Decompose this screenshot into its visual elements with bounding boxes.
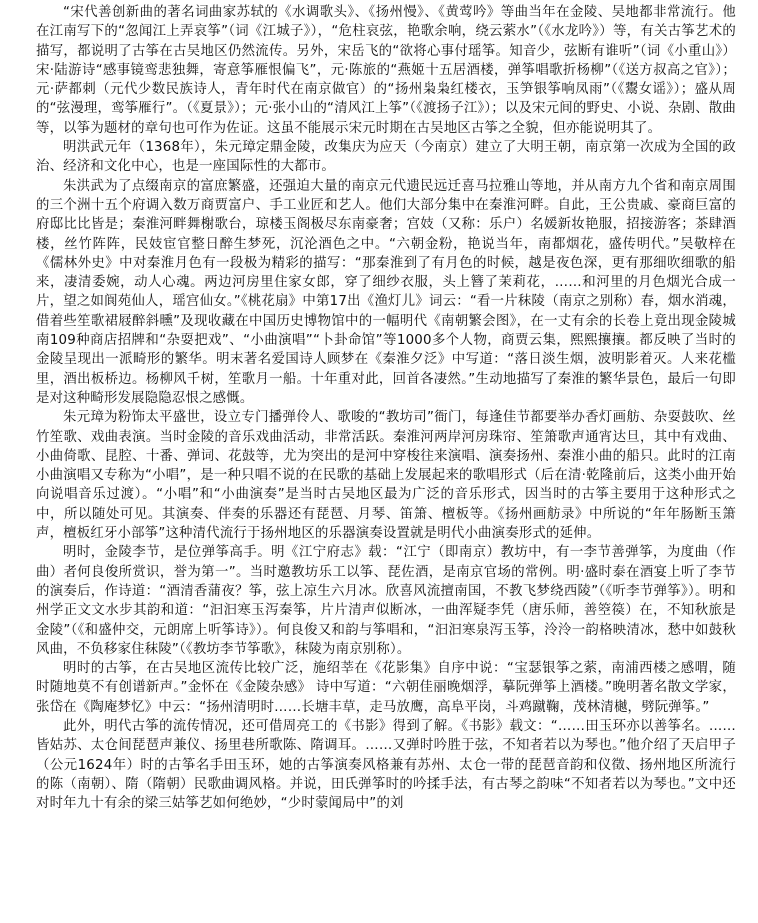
- paragraph-tian-yuhuan: 此外，明代古筝的流传情况，还可借周亮工的《书影》得到了解。《书影》载文：“……田玉环亦以善筝名。……皆姑苏、太仓间琵琶声兼仪、扬里巷所歌陈、隋调耳。……又弹时吟胜于弦，不知者若以为琴也。”他介绍了天启甲子（公元1624年）时的古筝名手田玉环，她的古筝演奏风格兼有苏州、太仓一带的琵琶音韵和仪徵、扬州地区所流行的陈（南朝）、隋（隋朝）民歌曲调风格。并说，田氏弹筝时的吟揉手法，有古琴之韵味“不知者若以为琴也。”文中还对时年九十有余的梁三姑筝艺如何绝妙，“少时蒙闻局中”的刘: [36, 718, 736, 812]
- paragraph-jiaofangsi-xiaoqu: 朱元璋为粉饰太平盛世，设立专门播弹伶人、歌唆的“教坊司”衙门，每逢佳节都要举办香灯画舫、杂耍鼓吹、丝竹笙歌、戏曲表演。当时金陵的音乐戏曲活动，非常活跃。秦淮河两岸河房珠帘、笙箫歌声通宵达旦，其中有戏曲、小曲倚歌、昆腔、十番、弹词、花鼓等，尤为突出的是河中穿梭往来演唱、演奏扬州、秦淮小曲的船只。此时的江南小曲演唱又专称为“小唱”，是一种只唱不说的在民歌的基础上发展起来的歌唱形式（后在清·乾隆前后，这类小曲开始向说唱音乐过渡）。“小唱”和“小曲演奏”是当时古吴地区最为广泛的音乐形式，因当时的古筝主要用于这种形式之中，所以随处可见。其演奏、伴奏的乐器还有琵琶、月琴、笛箫、檀板等。《扬州画舫录》中所说的“年年肠断玉箫声，檀板红牙小部筝”这种清代流行于扬州地区的乐器演奏设置就是明代小曲演奏形式的延伸。: [36, 410, 736, 542]
- paragraph-ming-guzheng-spread: 明时的古筝，在古吴地区流传比较广泛，施绍莘在《花影集》自序中说：“宝瑟银筝之萦，南浦西楼之感喟，随时随地莫不有创谱新声。”金怀在《金陵杂感》 诗中写道：“六朝佳丽晚烟浮，摹阮弹筝上酒楼。”晚明著名散文学家，张岱在《陶庵梦忆》中云：“扬州清明时……长塘丰草，走马放鹰，高阜平岗，斗鸡蹴鞠，茂林清樾，劈阮弹筝。”: [36, 661, 736, 715]
- paragraph-song-yuan-zheng: “宋代善创新曲的著名词曲家苏轼的《水调歌头》、《扬州慢》、《黄莺吟》等曲当年在金陵、吴地都非常流行。他在江南写下的“忽闻江上弄哀筝”（词《江城子》），“危柱哀弦，艳歌余响，绕云萦水”（《水龙吟》）等，有关古筝艺术的描写，都说明了古筝在古吴地区仍然流传。另外，宋岳飞的“欲将心事付瑶筝。知音少，弦断有谁听”（词《小重山》）宋·陆游诗“感事镜鸾悲独舞，寄意筝雁恨偏飞”，元·陈旅的“燕姬十五居酒楼，弹筝唱歌折杨柳”（《送方叔高之官》）；元·萨都刺（元代少数民族诗人，青年时代在南京做官）的“扬州枭枭红楼衣，玉笋银筝响凤雨”（《鬻女谣》）；盛从周的“弦漫理，鸾筝雁行”。（《夏景》）；元·张小山的“清风江上筝”（《渡扬子江》）；以及宋元间的野史、小说、杂剧、散曲等，以筝为题材的章句也可作为佐证。这虽不能展示宋元时期在古吴地区古筝之全貌，但亦能说明其了。: [36, 5, 736, 136]
- paragraph-qinhuai-prosperity: 朱洪武为了点缀南京的富庶繁盛，还强迫大量的南京元代遗民远迁喜马拉雅山等地，并从南方九个省和南京周围的三个洲十五个府调入数万商贾富户、手工业匠和艺人。他们大部分集中在秦淮河畔。自此，王公贵戚、豪商巨富的府邸比比皆是；秦淮河畔舞榭歌台，琼楼玉阁极尽东南豪奢；宫妓（又称：乐户）名媛新妆艳服，招接游客；茶肆酒楼，丝竹阵阵，民妓宦官整日醉生梦死，沉沦酒色之中。“六朝金粉，艳说当年，南都烟花，盛传明代。”吴敬梓在《儒林外史》中对秦淮月色有一段极为精彩的描写：“那秦淮到了有月色的时候，越是夜色深，更有那细吹细歌的船来，凄清委婉，动人心魂。两边河房里住家女郎，穿了细纱衣服，头上簪了茉莉花，……和河里的月色烟光合成一片，望之如阆苑仙人，瑶宫仙女。”《桃花扇》中第17出《渔灯儿》词云：“看一片秣陵（南京之别称）春，烟水消魂，借着些笙歌裙屐醉斜曛”及现收藏在中国历史博物馆中的一幅明代《南朝繁会图》，在一丈有余的长卷上竟出现金陵城南109种商店招牌和“杂耍把戏”、“小曲演唱”“卜卦命馆”等1000多个人物，商贾云集，熙熙攘攘。都反映了当时的金陵呈现出一派畸形的繁华。明末著名爱国诗人顾梦在《秦淮夕泛》中写道：“落日淡生烟，波明影着灭。人来花槛里，酒出板桥边。杨柳风千树，笙歌月一船。十年重对此，回首各凄然。”生动地描写了秦淮的繁华景色，最后一句即是对这种畸形发展隐隐忍恨之感慨。: [36, 178, 736, 406]
- paragraph-li-jie: 明时，金陵李节，是位弹筝高手。明《江宁府志》载：“江宁（即南京）教坊中，有一李节善弹筝，为度曲（作曲）者何良俊所赏识，誉为第一”。当时邀教坊乐工以筝、琵佐酒，是南京官场的常例。明·盛时泰在酒宴上听了李节的演奏后，作诗道：“酒清香蒲夜？筝，弦上凉生六月冰。欣喜风流擅南国，不教飞梦绕西陵”（《听李节弹筝》）。明和州学正文文水步其韵和道：“汩汩寒玉泻秦筝，片片清声似断冰，一曲浑疑李凭（唐乐师，善箜篌）在，不知秋旅是金陵”（《和盛仲交，元朗席上听筝诗》）。何良俊又和韵与筝唱和，“汩汩寒泉泻玉筝，泠泠一韵格映清冰，愁中如鼓秋风曲，不负移家住秣陵”（《教坊李节筝歌》，秣陵为南京别称）。: [36, 545, 736, 657]
- paragraph-ming-founding: 明洪武元年（1368年），朱元璋定鼎金陵，改集庆为应天（今南京）建立了大明王朝，南京第一次成为全国的政治、经济和文化中心，也是一座国际性的大都市。: [36, 140, 736, 175]
